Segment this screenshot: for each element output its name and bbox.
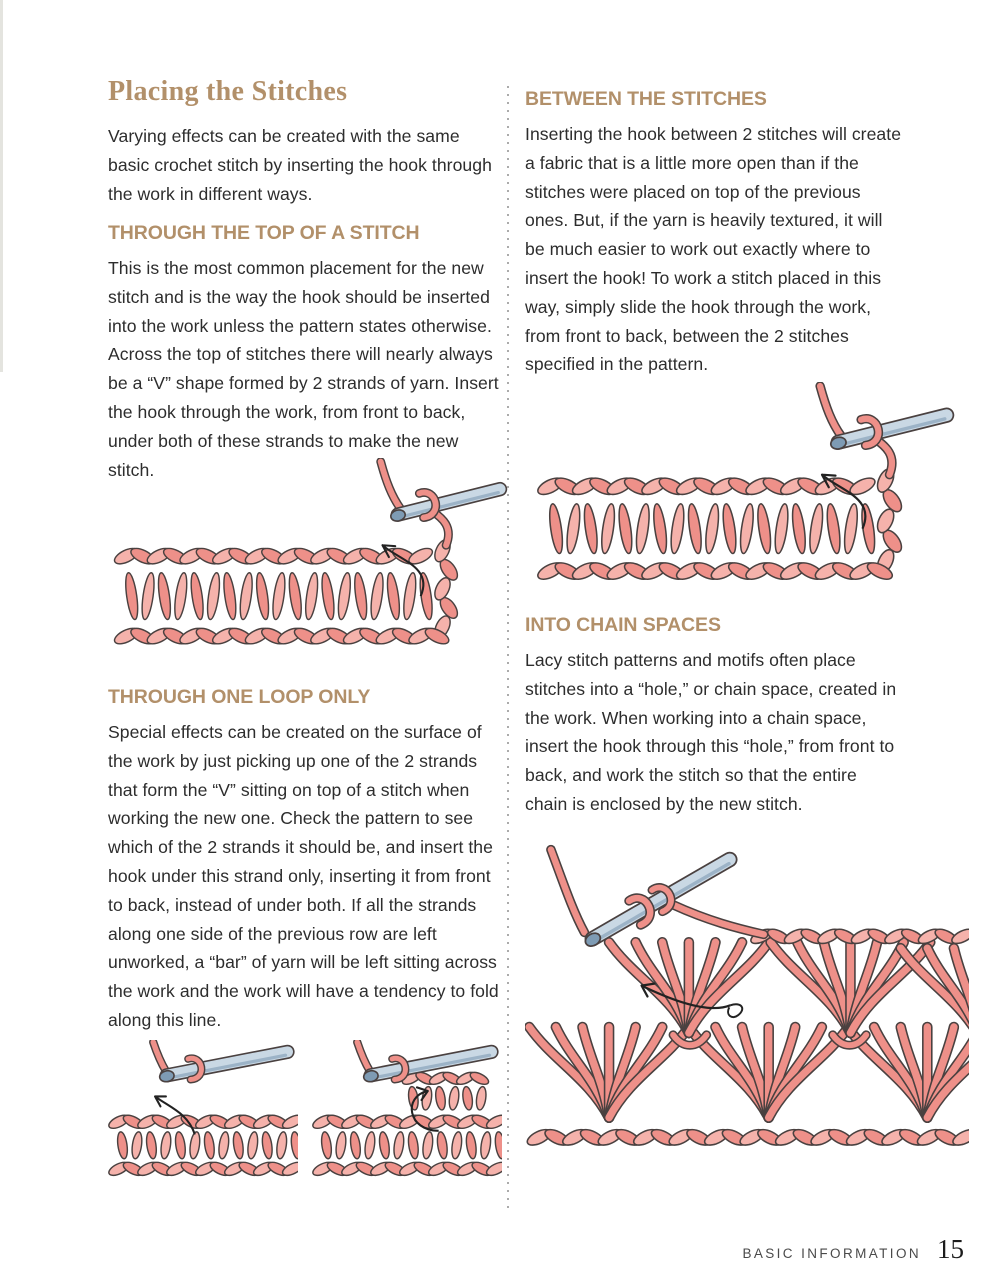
section-body-through-top-of-stitch: This is the most common placement for the new stitch and is the way the hook should be inserted into the work unless the pattern states otherwise. Across the top of stitches there will nearly always be a “V” shape formed by 2 strands of yarn. Insert the hook through the work, from front to back, under both of these strands to make the new stitch. bbox=[108, 258, 499, 480]
section-heading-through-top-of-stitch: THROUGH THE TOP OF A STITCH bbox=[108, 222, 420, 244]
section-body-between-stitches: Inserting the hook between 2 stitches will create a fabric that is a little more open than if the stitches were placed on top of the previous ones. But, if the yarn is heavily textured, it will be much easier to work out exactly where to insert the hook! To work a stitch placed in this way, simply slide the hook through the work, from front to back, between the 2 stitches specified in the pattern. bbox=[525, 124, 902, 375]
right-column bbox=[525, 0, 907, 1286]
crochet-illustration-between-stitches bbox=[531, 382, 955, 604]
section-heading-into-chain-spaces: INTO CHAIN SPACES bbox=[525, 614, 721, 636]
crochet-illustration-chain-space-lace bbox=[525, 826, 969, 1161]
crochet-illustration-one-loop-back bbox=[312, 1040, 502, 1190]
small-illustration-pair bbox=[108, 1040, 502, 1190]
page-edge-shadow bbox=[0, 0, 3, 372]
page-footer bbox=[742, 1234, 964, 1265]
left-column bbox=[108, 0, 500, 1286]
footer-page-number: 15 bbox=[937, 1234, 964, 1264]
page-title: Placing the Stitches bbox=[108, 76, 348, 107]
section-heading-through-one-loop: THROUGH ONE LOOP ONLY bbox=[108, 686, 371, 708]
crochet-illustration-through-top-of-stitch bbox=[108, 458, 508, 667]
crochet-illustration-one-loop-front bbox=[108, 1040, 298, 1190]
footer-section-label: BASIC INFORMATION bbox=[742, 1246, 921, 1261]
section-body-into-chain-spaces: Lacy stitch patterns and motifs often place stitches into a “hole,” or chain space, created in the work. When working into a chain space, insert the hook through this “hole,” from front to back, and work the stitch so that the entire chain is enclosed by the new stitch. bbox=[525, 650, 897, 814]
intro-paragraph: Varying effects can be created with the same basic crochet stitch by inserting the hook through the work in different ways. bbox=[108, 126, 492, 204]
section-heading-between-stitches: BETWEEN THE STITCHES bbox=[525, 88, 767, 110]
section-body-through-one-loop: Special effects can be created on the surface of the work by just picking up one of the 2 strands that form the “V” sitting on top of a stitch when working the new one. Check the pattern to see which of the 2 strands it should be, and insert the hook under this strand only, inserting it from front to back, instead of under both. If all the strands along one side of the previous row are left unworked, a “bar” of yarn will be left sitting across the work and the work will have a tendency to fold along this line. bbox=[108, 722, 499, 1030]
